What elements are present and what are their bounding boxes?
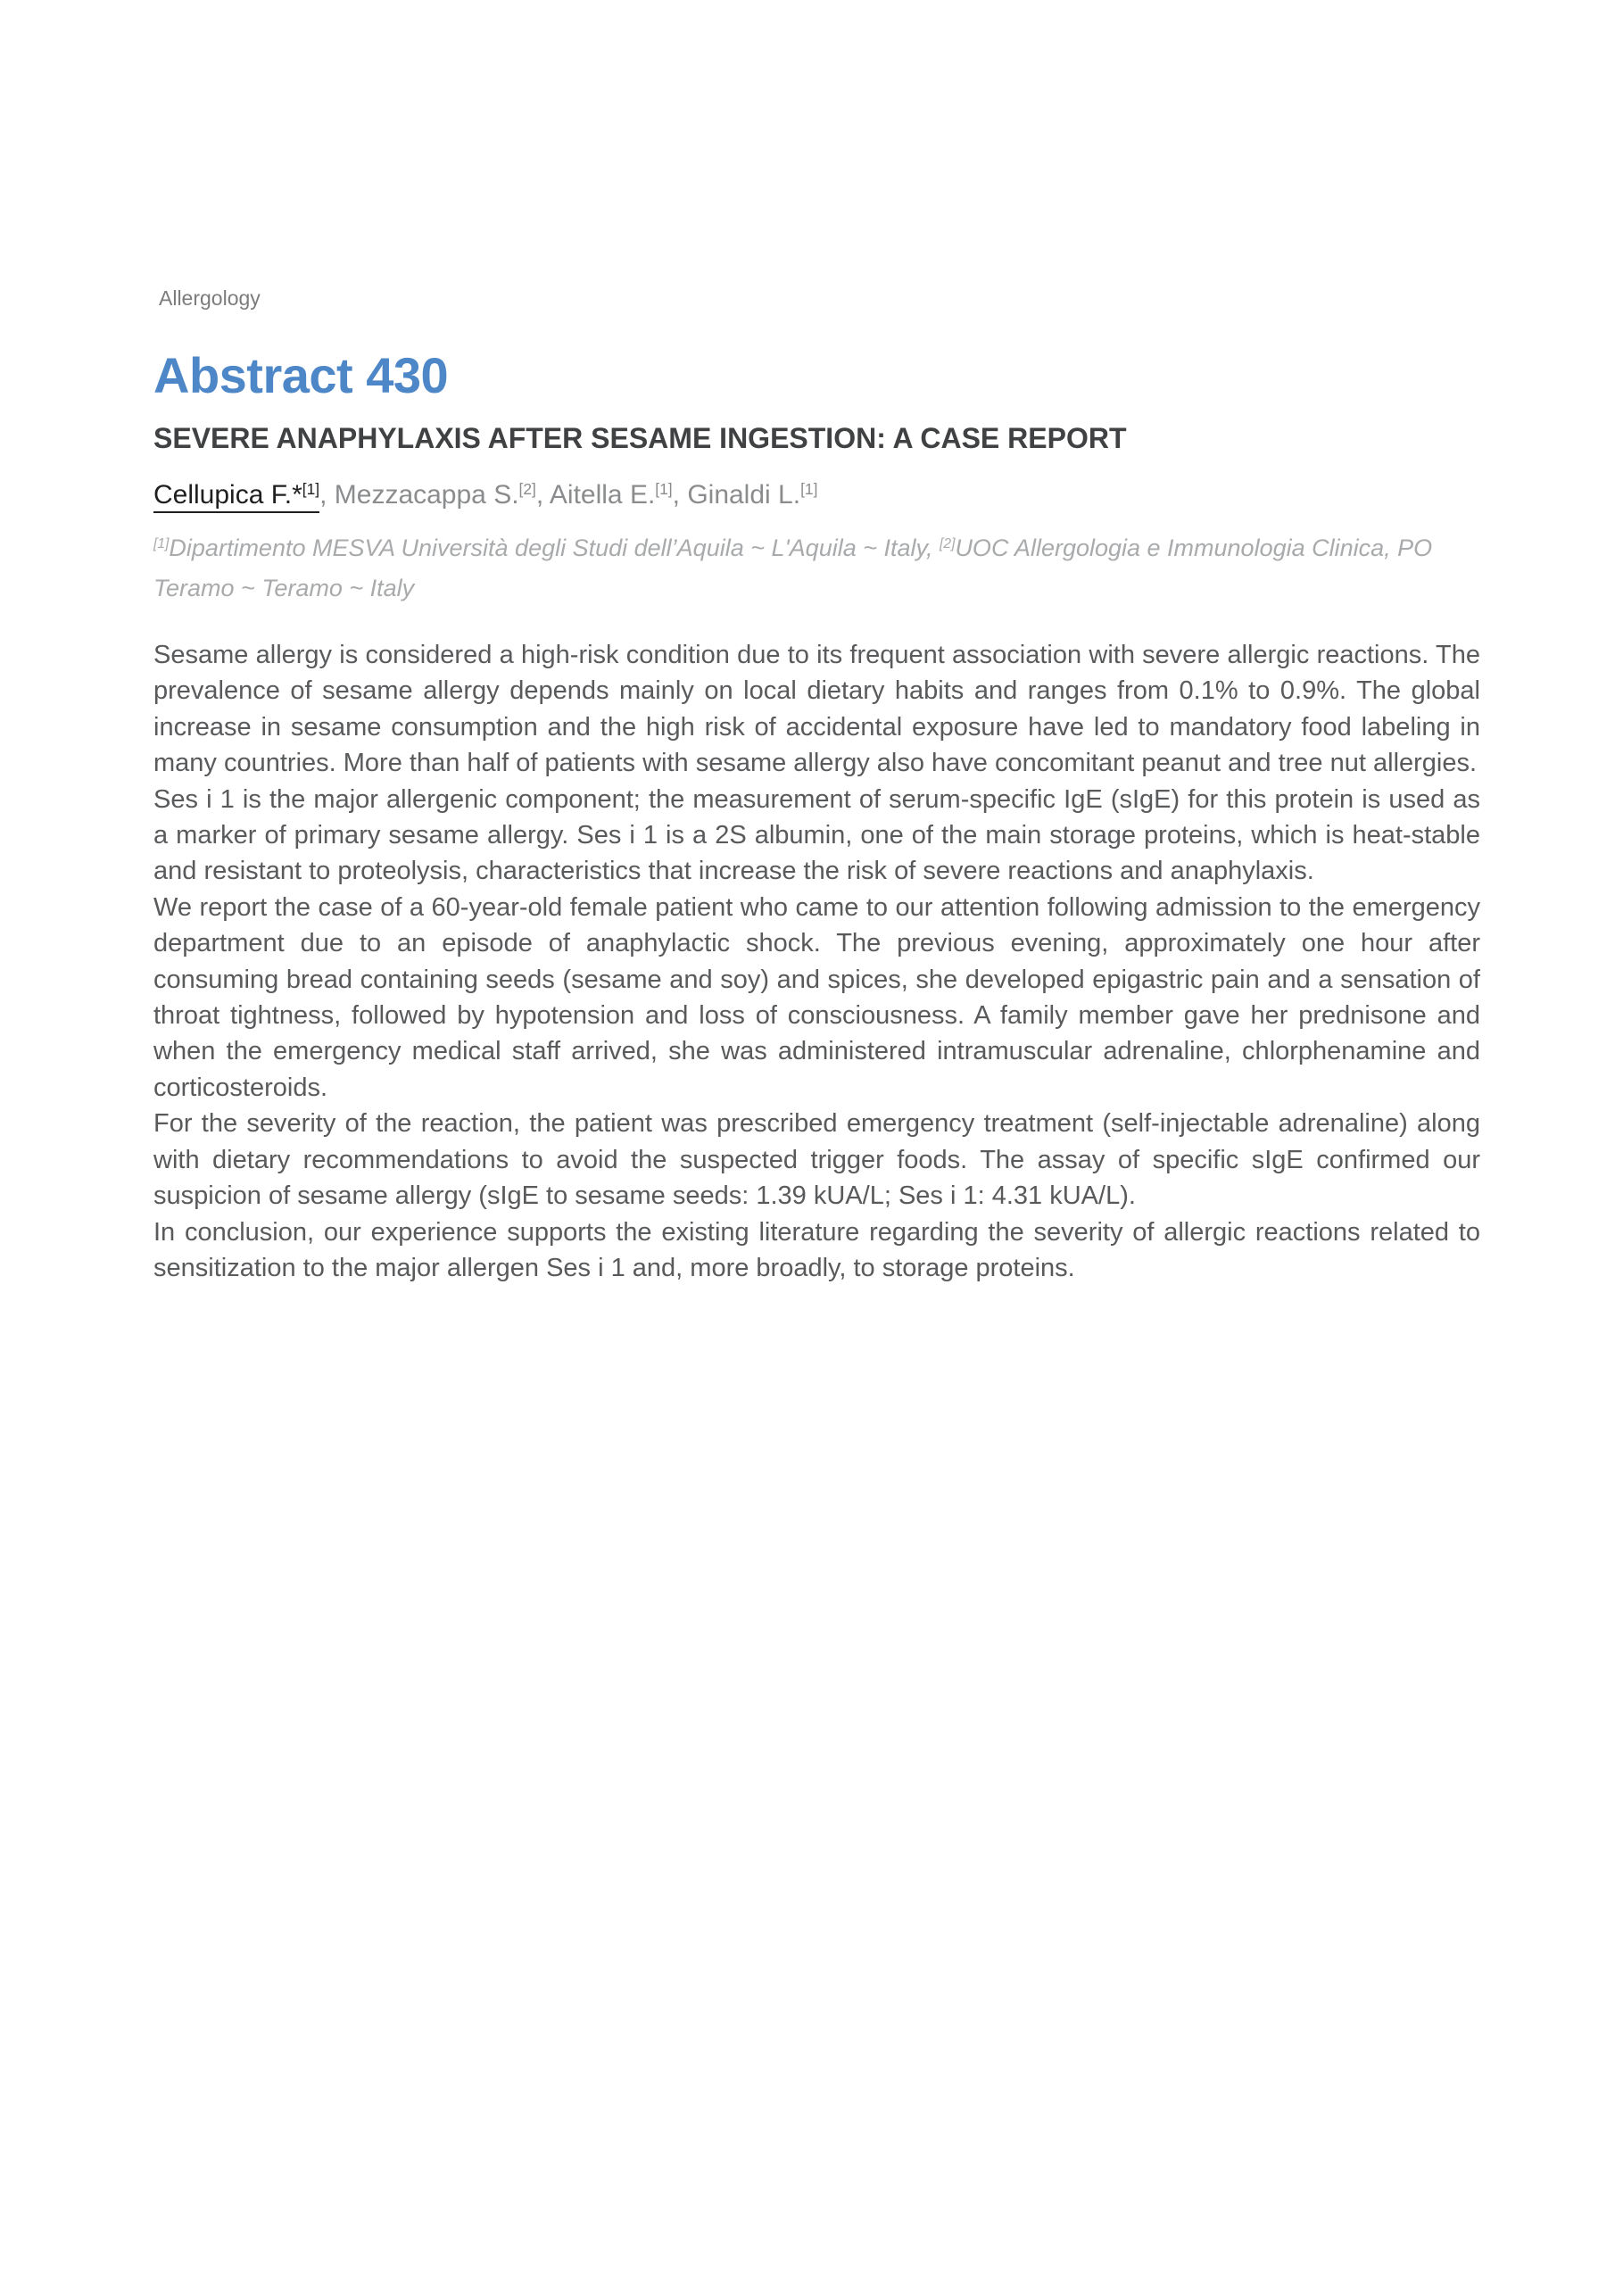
author-separator: , <box>672 480 688 510</box>
author-name: Cellupica F.* <box>153 480 302 510</box>
affiliation-text: UOC Allergologia e Immunologia Clinica, PO Teramo ~ Teramo ~ Italy <box>153 535 1433 601</box>
author-primary <box>153 480 319 513</box>
abstract-body <box>153 637 1480 1286</box>
author-affiliation-ref: [2] <box>518 480 536 499</box>
author-separator: , <box>535 480 550 510</box>
affiliation-marker: [1] <box>153 536 170 552</box>
author <box>550 480 673 510</box>
author-name: Mezzacappa S. <box>334 480 519 510</box>
affiliation-list <box>153 528 1480 609</box>
author-affiliation-ref: [1] <box>800 480 818 499</box>
affiliation-marker: [2] <box>940 536 956 552</box>
abstract-paragraph-conclusion: In conclusion, our experience supports the existing literature regarding the severity of allergic reactions related to sensitization to the major allergen Ses i 1 and, more broadly, to storage proteins. <box>153 1217 1480 1282</box>
author-list <box>153 477 1480 514</box>
author <box>335 480 536 510</box>
author <box>687 480 817 510</box>
affiliation-text: Dipartimento MESVA Università degli Studi dell’Aquila ~ L'Aquila ~ Italy, <box>169 535 940 561</box>
abstract-number-heading: Abstract 430 <box>153 347 449 403</box>
abstract-paragraph-background-2: Ses i 1 is the major allergenic component; the measurement of serum-specific IgE (sIgE) for this protein is used as a marker of primary sesame allergy. Ses i 1 is a 2S albumin, one of the main storage proteins, which is heat-stable and resistant to proteolysis, characteristics that increase the risk of severe reactions and anaphylaxis. <box>153 784 1480 886</box>
paper-title: SEVERE ANAPHYLAXIS AFTER SESAME INGESTION: A CASE REPORT <box>153 422 1127 454</box>
category-label: Allergology <box>159 286 261 310</box>
abstract-paragraph-case-1: We report the case of a 60-year-old female patient who came to our attention following admission to the emergency department due to an episode of anaphylactic shock. The previous evening, approximately one hour after consuming bread containing seeds (sesame and soy) and spices, she developed epigastric pain and a sensation of throat tightness, followed by hypotension and loss of consciousness. A family member gave her prednisone and when the emergency medical staff arrived, she was administered intramuscular adrenaline, chlorphenamine and corticosteroids. <box>153 892 1480 1102</box>
author-affiliation-ref: [1] <box>655 480 673 499</box>
abstract-paragraph-case-2: For the severity of the reaction, the patient was prescribed emergency treatment (self-injectable adrenaline) along with dietary recommendations to avoid the suspected trigger foods. The assay of specific sIgE confirmed our suspicion of sesame allergy (sIgE to sesame seeds: 1.39 kUA/L; Ses i 1: 4.31 kUA/L). <box>153 1109 1480 1211</box>
abstract-paragraph-background-1: Sesame allergy is considered a high-risk condition due to its frequent association with severe allergic reactions. The prevalence of sesame allergy depends mainly on local dietary habits and ranges from 0.1% to 0.9%. The global increase in sesame consumption and the high risk of accidental exposure have led to mandatory food labeling in many countries. More than half of patients with sesame allergy also have concomitant peanut and tree nut allergies. <box>153 641 1480 778</box>
author-separator: , <box>319 480 335 510</box>
author-name: Aitella E. <box>549 480 656 510</box>
author-affiliation-ref: [1] <box>302 480 320 499</box>
author-name: Ginaldi L. <box>687 480 801 510</box>
